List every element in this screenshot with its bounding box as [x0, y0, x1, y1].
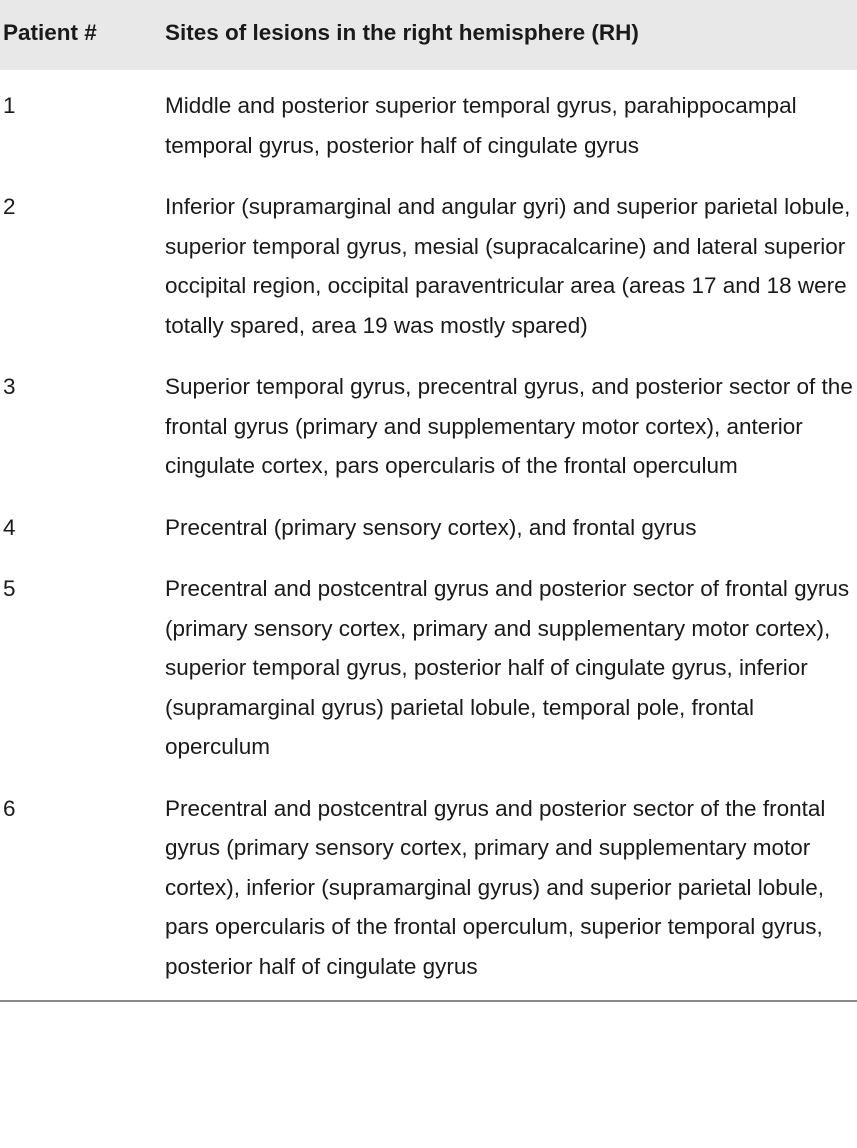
lesion-sites-cell: Precentral and postcentral gyrus and posterior sector of the frontal gyrus (primary sensory cortex, primary and supplementary motor cortex), inferior (supramarginal gyrus) and superior parietal lobule, pars opercularis of the frontal operculum, superior temporal gyrus, posterior half of cingulate gyrus: [165, 795, 826, 979]
lesion-sites-cell: Inferior (supramarginal and angular gyri) and superior parietal lobule, superior temporal gyrus, mesial (supracalcarine) and lateral superior occipital region, occipital paraventricular area (areas 17 and 18 were totally spared, area 19 was mostly spared): [165, 194, 851, 338]
patient-number-cell: 3: [3, 374, 16, 399]
patient-number-cell: 1: [3, 93, 16, 118]
header-row: [0, 0, 857, 70]
column-header-patient: Patient #: [3, 20, 97, 45]
table-bottom-rule: [0, 1000, 857, 1002]
patient-number-cell: 5: [3, 576, 16, 601]
lesion-sites-cell: Middle and posterior superior temporal gyrus, parahippocampal temporal gyrus, posterior half of cingulate gyrus: [165, 93, 797, 158]
table-row: [0, 508, 857, 570]
table-row: [0, 187, 857, 367]
table-row: [0, 70, 857, 187]
table-row: [0, 569, 857, 789]
table-header: [0, 0, 857, 70]
patient-number-cell: 2: [3, 194, 16, 219]
table-row: [0, 789, 857, 1001]
lesion-sites-cell: Precentral and postcentral gyrus and posterior sector of frontal gyrus (primary sensory cortex, primary and supplementary motor cortex), superior temporal gyrus, posterior half of cingulate gyrus, inferior (supramarginal gyrus) parietal lobule, temporal pole, frontal operculum: [165, 576, 850, 759]
lesion-sites-cell: Superior temporal gyrus, precentral gyrus, and posterior sector of the frontal gyrus (primary and supplementary motor cortex), anterior cingulate cortex, pars opercularis of the frontal operculum: [165, 374, 853, 478]
table-row: [0, 367, 857, 508]
table-body: [0, 70, 857, 1000]
column-header-sites: Sites of lesions in the right hemisphere (RH): [165, 20, 639, 45]
lesion-sites-cell: Precentral (primary sensory cortex), and frontal gyrus: [165, 514, 697, 540]
patient-number-cell: 4: [3, 514, 16, 540]
patient-number-cell: 6: [3, 795, 16, 821]
